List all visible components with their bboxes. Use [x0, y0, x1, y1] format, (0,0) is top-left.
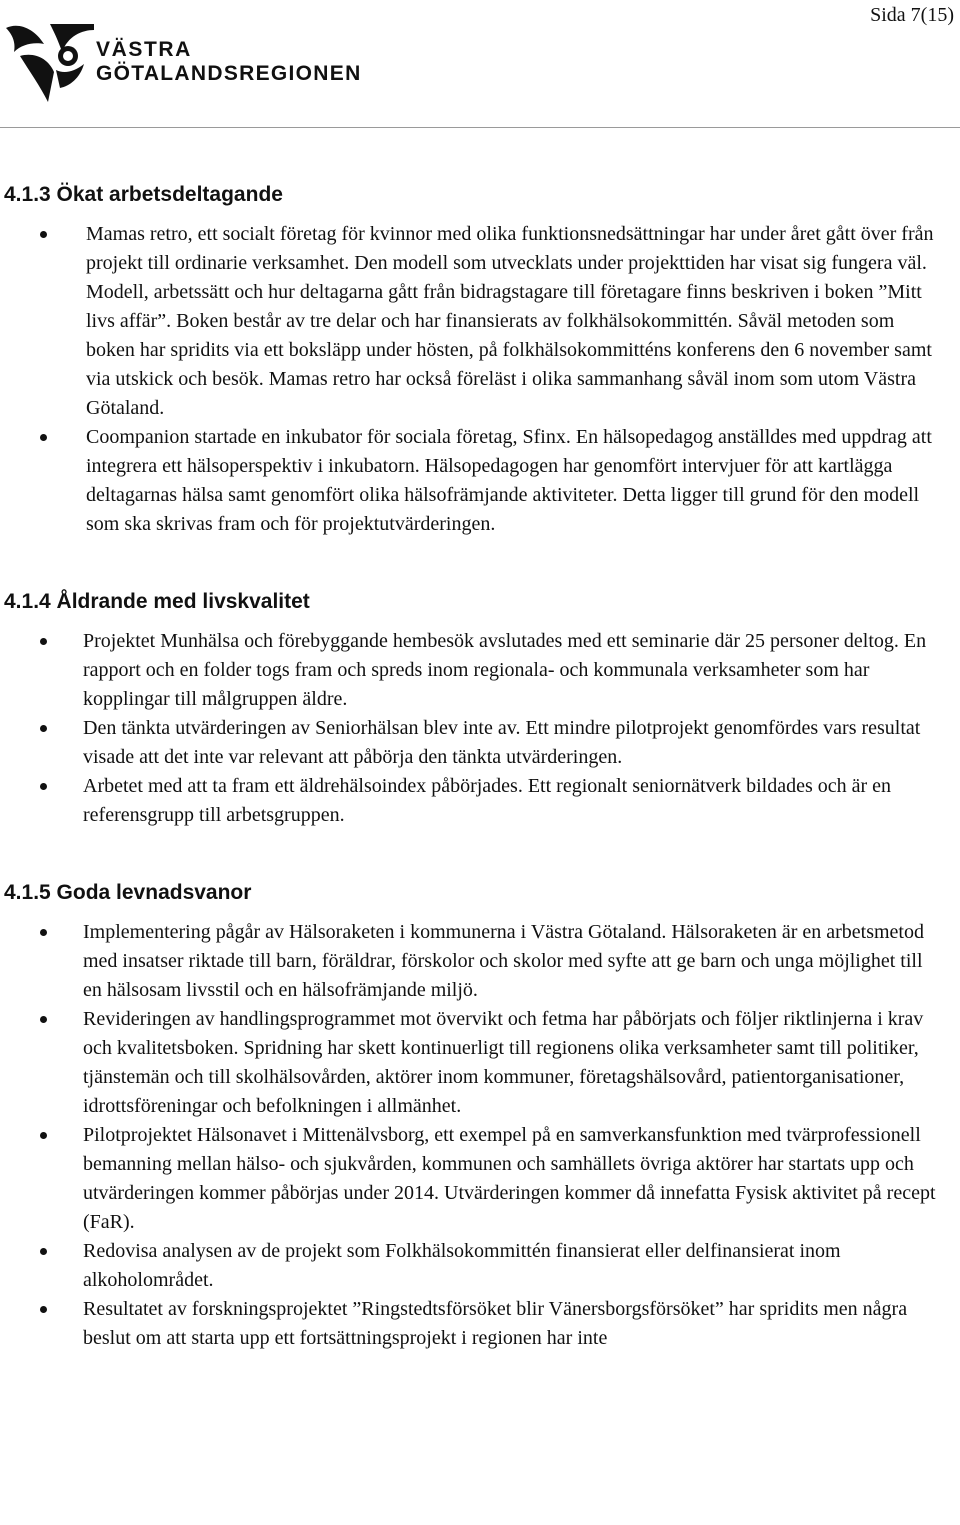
- list-item-text: Resultatet av forskningsprojektet ”Ringstedtsförsöket blir Vänersborgsförsöket” har spridits men några beslut om att starta upp ett fortsättningsprojekt i regionen har inte: [83, 1298, 908, 1349]
- list-item-text: Pilotprojektet Hälsonavet i Mittenälvsborg, ett exempel på en samverkansfunktion med tvärprofessionell bemanning mellan hälso- och sjukvården, kommunen och samhällets övriga aktörer har startats upp och utvärderingen kommer påbörjas under 2014. Utvärderingen kommer då innefatta Fysisk aktivitet på recept (FaR).: [83, 1124, 936, 1233]
- list-item: [0, 220, 960, 423]
- header-divider: [0, 127, 960, 128]
- list-item-text: Revideringen av handlingsprogrammet mot övervikt och fetma har påbörjats och följer riktlinjerna i krav och kvalitetsboken. Spridning har skett kontinuerligt till regionens olika verksamheter samt till politiker, tjänstemän och till skolhälsovården, aktörer inom kommuner, företagshälsovård, patientorganisationer, idrottsföreningar och befolkningen i allmänhet.: [83, 1008, 924, 1117]
- list-item: [0, 772, 960, 830]
- logo-line-1: VÄSTRA: [96, 38, 192, 61]
- list-item-text: Den tänkta utvärderingen av Seniorhälsan blev inte av. Ett mindre pilotprojekt genomfördes vars resultat visade att det inte var relevant att påbörja den tänkta utvärderingen.: [83, 717, 921, 768]
- list-item: [0, 1237, 960, 1295]
- bullet-icon: [40, 1248, 47, 1255]
- list-item-text: Projektet Munhälsa och förebyggande hembesök avslutades med ett seminarie där 25 personer deltog. En rapport och en folder togs fram och spreds inom regionala- och kommunala verksamheter som har kopplingar till målgruppen äldre.: [83, 630, 927, 710]
- section-4-1-3: [0, 180, 960, 539]
- section-heading: 4.1.5 Goda levnadsvanor: [4, 881, 252, 904]
- bullet-icon: [40, 1016, 47, 1023]
- list-item-text: Coompanion startade en inkubator för sociala företag, Sfinx. En hälsopedagog anställdes med uppdrag att integrera ett hälsoperspektiv i inkubatorn. Hälsopedagogen har genomfört intervjuer för att kartlägga deltagarnas hälsa samt genomfört olika hälsofrämjande aktiviteter. Detta ligger till grund för den modell som ska skrivas fram och för projektutvärderingen.: [86, 426, 932, 535]
- list-item: [0, 1121, 960, 1237]
- bullet-icon: [40, 1132, 47, 1139]
- bullet-list: [0, 627, 960, 830]
- bullet-list: [0, 918, 960, 1353]
- list-item-text: Redovisa analysen av de projekt som Folkhälsokommittén finansierat eller delfinansierat inom alkoholområdet.: [83, 1240, 841, 1291]
- bullet-icon: [40, 638, 47, 645]
- list-item: [0, 714, 960, 772]
- section-heading: 4.1.4 Åldrande med livskvalitet: [4, 590, 310, 613]
- organization-logo: [4, 22, 394, 108]
- list-item: [0, 1295, 960, 1353]
- bullet-icon: [40, 725, 47, 732]
- list-item-text: Arbetet med att ta fram ett äldrehälsoindex påbörjades. Ett regionalt seniornätverk bildades och är en referensgrupp till arbetsgruppen.: [83, 775, 892, 826]
- document-body: [0, 180, 960, 1353]
- section-heading: 4.1.3 Ökat arbetsdeltagande: [4, 183, 283, 206]
- logo-line-2: GÖTALANDSREGIONEN: [96, 62, 362, 85]
- bullet-icon: [40, 783, 47, 790]
- section-4-1-4: [0, 587, 960, 830]
- page-number: Sida 7(15): [870, 4, 954, 26]
- list-item: [0, 627, 960, 714]
- list-item: [0, 918, 960, 1005]
- bullet-icon: [40, 434, 47, 441]
- list-item: [0, 423, 960, 539]
- list-item: [0, 1005, 960, 1121]
- bullet-icon: [40, 1306, 47, 1313]
- list-item-text: Mamas retro, ett socialt företag för kvinnor med olika funktionsnedsättningar har under året gått över från projekt till ordinarie verksamhet. Den modell som utvecklats under projekttiden har visat sig fungera väl. Modell, arbetssätt och hur deltagarna gått från bidragstagare till företagare finns beskriven i boken ”Mitt livs affär”. Boken består av tre delar och har finansierats av folkhälsokommittén. Såväl metoden som boken har spridits via ett boksläpp under hösten, på folkhälsokommitténs konferens den 6 november samt via utskick och besök. Mamas retro har också föreläst i olika sammanhang såväl inom som utom Västra Götaland.: [86, 223, 934, 419]
- list-item-text: Implementering pågår av Hälsoraketen i kommunerna i Västra Götaland. Hälsoraketen är en arbetsmetod med insatser riktade till barn, föräldrar, förskolor och skolor med syfte att ge barn och unga möjlighet till en hälsosam livsstil och en hälsofrämjande miljö.: [83, 921, 924, 1001]
- organization-name: [96, 38, 362, 86]
- section-4-1-5: [0, 878, 960, 1353]
- bullet-icon: [40, 929, 47, 936]
- vgr-mark-icon: [4, 22, 96, 106]
- bullet-list: [0, 220, 960, 539]
- bullet-icon: [40, 231, 47, 238]
